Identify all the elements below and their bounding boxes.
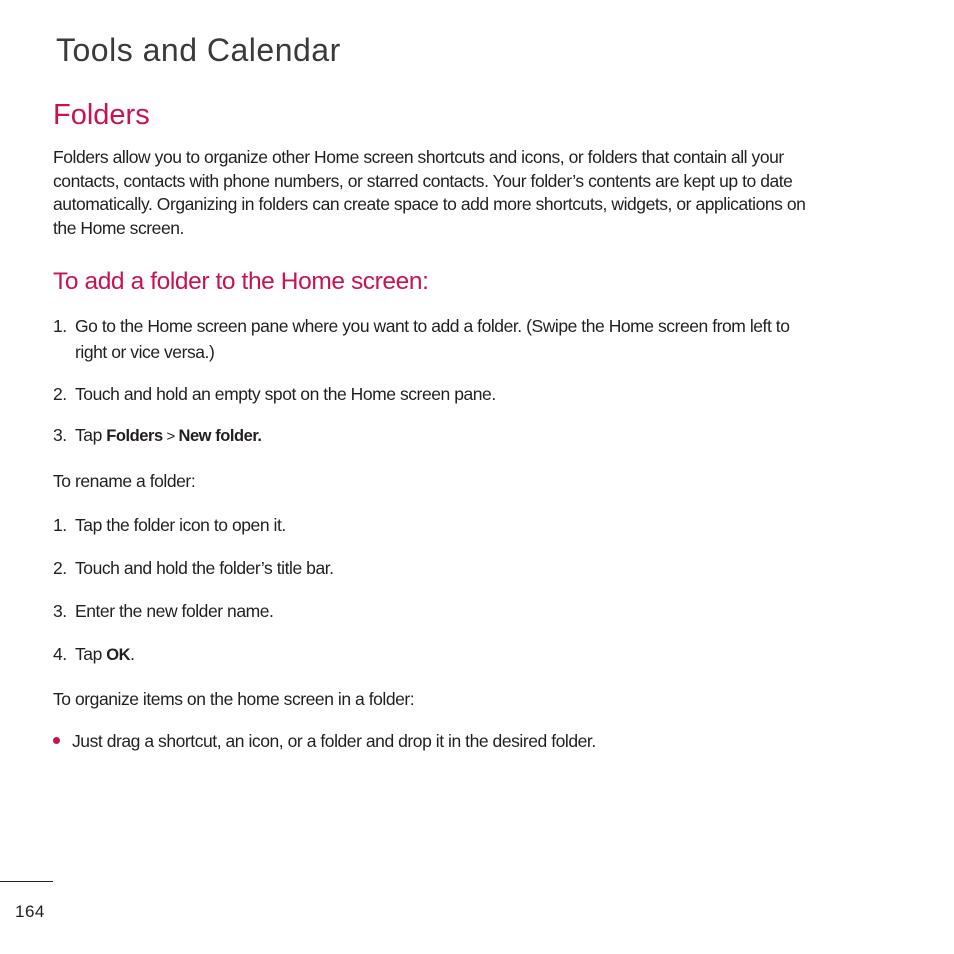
- rename-step-2: [53, 555, 334, 581]
- step-text: Enter the new folder name.: [75, 601, 274, 621]
- rename-label: To rename a folder:: [53, 471, 196, 491]
- step-number: 3.: [53, 425, 67, 445]
- step-text: Tap: [75, 425, 107, 445]
- intro-line-1: Folders allow you to organize other Home screen shortcuts and icons, or folders that contain all your: [53, 147, 784, 167]
- step-suffix: .: [130, 644, 135, 664]
- step-text: Touch and hold an empty spot on the Home screen pane.: [75, 384, 496, 404]
- page-title: Folders: [53, 99, 150, 131]
- step-number: 4.: [53, 644, 67, 664]
- ui-ok-label: OK: [106, 646, 131, 664]
- add-folder-heading: To add a folder to the Home screen:: [53, 268, 429, 295]
- organize-label: To organize items on the home screen in a folder:: [53, 689, 415, 709]
- step-text: Touch and hold the folder’s title bar.: [75, 558, 334, 578]
- step-number: 1.: [53, 515, 67, 535]
- intro-paragraph: [53, 146, 905, 241]
- section-header: Tools and Calendar: [56, 32, 341, 68]
- rename-step-1: [53, 512, 286, 538]
- add-step-2: [53, 381, 496, 407]
- step-number: 2.: [53, 558, 67, 578]
- footer-rule: [0, 881, 53, 882]
- bullet-text: Just drag a shortcut, an icon, or a folder and drop it in the desired folder.: [72, 731, 596, 751]
- add-step-3: [53, 422, 262, 450]
- bullet-dot-icon: [53, 737, 60, 744]
- organize-bullet-item: [53, 731, 596, 752]
- rename-step-3: [53, 598, 273, 624]
- intro-line-3: automatically. Organizing in folders can create space to add more shortcuts, widgets, or applications on: [53, 194, 806, 215]
- step-text: Go to the Home screen pane where you want to add a folder. (Swipe the Home screen from left to: [75, 316, 790, 336]
- ui-new-folder-label: New folder.: [178, 427, 262, 445]
- step-text: Tap: [75, 644, 107, 664]
- intro-line-2: contacts, contacts with phone numbers, or starred contacts. Your folder’s contents are kept up to date: [53, 170, 793, 191]
- ui-folders-label: Folders: [106, 427, 163, 445]
- step-number: 2.: [53, 384, 67, 404]
- step-text-continued: right or vice versa.): [75, 342, 215, 362]
- rename-step-4: [53, 641, 135, 668]
- step-number: 3.: [53, 601, 67, 621]
- page-number: 164: [15, 902, 45, 921]
- step-text: Tap the folder icon to open it.: [75, 515, 286, 535]
- step-number: 1.: [53, 316, 67, 336]
- intro-line-4: the Home screen.: [53, 218, 184, 239]
- add-step-1: [53, 313, 790, 365]
- step-separator: >: [162, 428, 179, 445]
